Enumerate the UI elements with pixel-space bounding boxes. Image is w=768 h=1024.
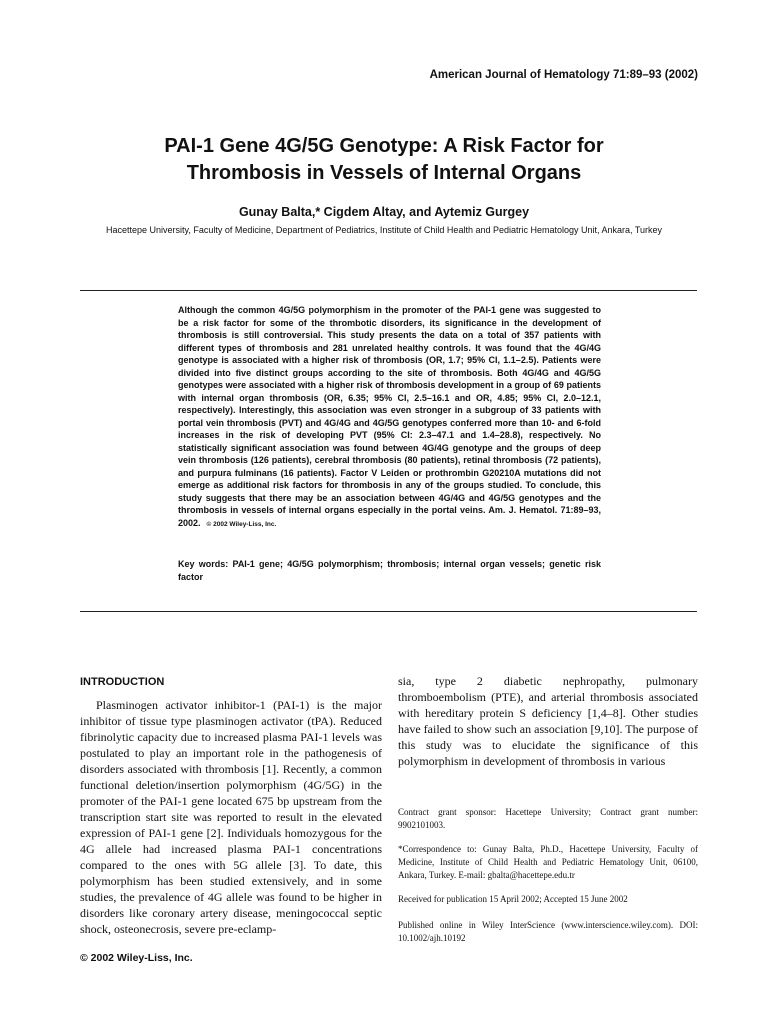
correspondence-footnote: *Correspondence to: Gunay Balta, Ph.D., Hacettepe University, Faculty of Medicine, Institute of Child Health and Pediatric Hematology Unit, 06100, Ankara, Turkey. E-mail: gbalta@hacettepe.edu.tr bbox=[398, 844, 698, 880]
article-title bbox=[40, 133, 728, 187]
abstract bbox=[178, 304, 601, 531]
author-list: Gunay Balta,* Cigdem Altay, and Aytemiz Gurgey bbox=[238, 205, 530, 219]
abstract-text: Although the common 4G/5G polymorphism in the promoter of the PAI-1 gene was suggested to be a risk factor for some of the thrombotic disorders, its significance in the development of thrombosis is still controversial. This study presents the data on a total of 357 patients with different types of thrombosis and 281 unrelated healthy controls. It was found that the 4G/4G genotype is associated with a higher risk of thrombosis (OR, 1.7; 95% CI, 1.1–2.5). Patients were divided into five distinct groups according to the site of thrombosis. Both 4G/4G and 4G/5G genotypes were associated with a higher risk of thrombosis development in a group of 69 patients with internal organ thrombosis (OR, 6.35; 95% CI, 2.5–16.1 and OR, 4.85; 95% CI, 2.0–12.1, respectively). Interestingly, this association was even stronger in a subgroup of 33 patients with portal vein thrombosis (PVT) and 4G/4G and 4G/5G genotypes conferred more than 10- and 6-fold increases in the risk of developing PVT (95% CI: 2.3–47.1 and 1.4–28.8), respectively. No statistically significant association was found between 4G/4G genotype and the groups of deep vein thrombosis (126 patients), cerebral thrombosis (80 patients), retinal thrombosis (72 patients), and purpura fulminans (16 patients). Factor V Leiden or prothrombin G20210A mutations did not emerge as additional risk factors for thrombosis in any of the groups studied. To conclude, this study suggests that there may be an association between 4G/4G and 4G/5G genotypes and the thrombosis in vessels of internal organs especially in the portal veins. Am. J. Hematol. 71:89–93, 2002. bbox=[178, 305, 601, 528]
page-copyright: © 2002 Wiley-Liss, Inc. bbox=[80, 952, 193, 964]
introduction-paragraph: Plasminogen activator inhibitor-1 (PAI-1) is the major inhibitor of tissue type plasminogen activator (tPA). Reduced fibrinolytic capacity due to increased plasma PAI-1 levels was postulated to play an important role in the pathogenesis of disorders associated with thrombosis [1]. Recently, a common functional deletion/insertion polymorphism (4G/5G) in the promoter of the PAI-1 gene located 675 bp upstream from the transcription start site was reported to result in the elevated expression of PAI-1 gene [2]. Individuals homozygous for the 4G allele had increased plasma PAI-1 concentrations compared to the ones with 5G allele [3]. To date, this polymorphism has been studied extensively, and in some studies, the prevalence of 4G allele was found to be higher in disorders like coronary artery disease, meningococcal septic shock, osteonecrosis, severe pre-eclamp- bbox=[80, 698, 382, 936]
abstract-copyright: © 2002 Wiley-Liss, Inc. bbox=[206, 520, 277, 528]
introduction-continuation: sia, type 2 diabetic nephropathy, pulmonary thromboembolism (PTE), and arterial thrombosis associated with hereditary protein S deficiency [1,4–8]. Other studies have failed to show such an association [9,10]. The purpose of this study was to elucidate the significance of this polymorphism in development of thrombosis in various bbox=[398, 674, 698, 768]
author-affiliation: Hacettepe University, Faculty of Medicine, Department of Pediatrics, Institute of Child Health and Pediatric Hematology Unit, Ankara, Turkey bbox=[105, 225, 663, 235]
article-title-line-1: PAI-1 Gene 4G/5G Genotype: A Risk Factor for bbox=[164, 135, 604, 157]
keywords: Key words: PAI-1 gene; 4G/5G polymorphism; thrombosis; internal organ vessels; genetic risk factor bbox=[178, 559, 601, 582]
received-footnote: Received for publication 15 April 2002; Accepted 15 June 2002 bbox=[398, 894, 628, 904]
published-footnote: Published online in Wiley InterScience (www.interscience.wiley.com). DOI: 10.1002/ajh.10192 bbox=[398, 920, 698, 943]
introduction-heading: INTRODUCTION bbox=[80, 676, 165, 688]
abstract-bottom-divider bbox=[80, 611, 697, 612]
journal-reference: American Journal of Hematology 71:89–93 (2002) bbox=[429, 69, 698, 81]
grant-footnote: Contract grant sponsor: Hacettepe University; Contract grant number: 9902101003. bbox=[398, 807, 698, 830]
article-title-line-2: Thrombosis in Vessels of Internal Organs bbox=[186, 162, 582, 184]
abstract-top-divider bbox=[80, 290, 697, 291]
